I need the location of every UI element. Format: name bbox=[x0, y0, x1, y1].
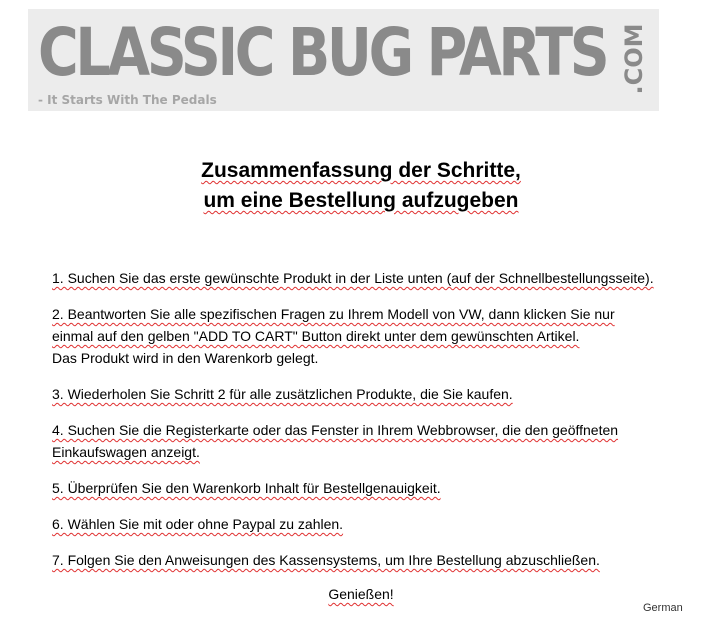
step-4-line-2: Einkaufswagen anzeigt. bbox=[52, 444, 200, 460]
title-line-2: um eine Bestellung aufzugeben bbox=[203, 189, 519, 212]
logo-suffix-box bbox=[612, 21, 656, 97]
step-2-line-3: Das Produkt wird in den Warenkorb gelegt. bbox=[52, 350, 319, 366]
step-2 bbox=[52, 303, 692, 369]
step-5-line-1: 5. Überprüfen Sie den Warenkorb Inhalt für Bestellgenauigkeit. bbox=[52, 480, 441, 496]
steps-list bbox=[52, 267, 692, 585]
step-4-line-1: 4. Suchen Sie die Registerkarte oder das Fenster in Ihrem Webbrowser, die den geöffneten bbox=[52, 422, 619, 438]
logo bbox=[28, 9, 659, 111]
logo-name: CLASSIC BUG PARTS bbox=[38, 14, 607, 91]
step-3 bbox=[52, 383, 692, 405]
step-6-line-1: 6. Wählen Sie mit oder ohne Paypal zu zahlen. bbox=[52, 516, 344, 532]
step-1 bbox=[52, 267, 692, 289]
step-1-line-1: 1. Suchen Sie das erste gewünschte Produkt in der Liste unten (auf der Schnellbestellungsseite). bbox=[52, 270, 654, 286]
title-line-1: Zusammenfassung der Schritte, bbox=[201, 159, 521, 182]
step-7-line-1: 7. Folgen Sie den Anweisungen des Kassensystems, um Ihre Bestellung abzuschließen. bbox=[52, 552, 600, 568]
step-4 bbox=[52, 419, 692, 463]
step-6 bbox=[52, 513, 692, 535]
step-7 bbox=[52, 549, 692, 571]
step-2-line-2: einmal auf den gelben "ADD TO CART" Button direkt unter dem gewünschten Artikel. bbox=[52, 328, 580, 344]
page-title bbox=[0, 156, 722, 216]
step-5 bbox=[52, 477, 692, 499]
logo-tagline: - It Starts With The Pedals bbox=[38, 93, 217, 107]
step-2-line-1: 2. Beantworten Sie alle spezifischen Fragen zu Ihrem Modell von VW, dann klicken Sie nur bbox=[52, 306, 615, 322]
language-label: German bbox=[643, 602, 683, 614]
closing-text bbox=[0, 586, 722, 602]
logo-suffix: .COM bbox=[620, 23, 648, 95]
step-3-line-1: 3. Wiederholen Sie Schritt 2 für alle zusätzlichen Produkte, die Sie kaufen. bbox=[52, 386, 513, 402]
closing-word: Genießen! bbox=[328, 586, 394, 602]
